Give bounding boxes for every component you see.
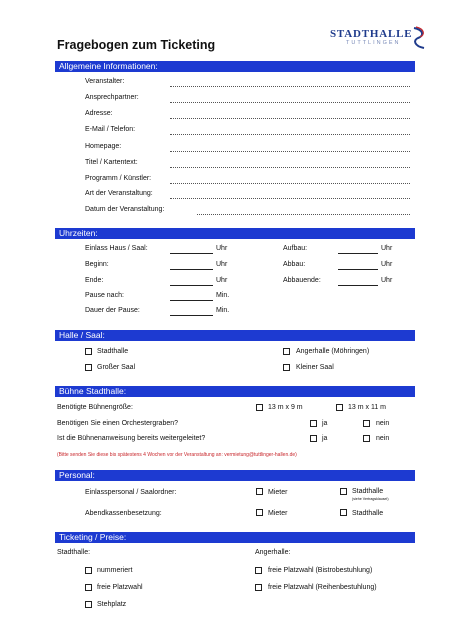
orchester-nein-label: nein (376, 420, 390, 427)
angerhalle-checkbox[interactable] (283, 348, 290, 355)
buehne-13x11-checkbox[interactable] (336, 404, 343, 411)
titel-kartentext-field[interactable] (170, 167, 410, 168)
label-nummeriert: nummeriert (97, 567, 133, 574)
grosser-saal-checkbox[interactable] (85, 364, 92, 371)
pause-nach-field[interactable] (170, 300, 213, 301)
label-grosser-saal: Großer Saal (97, 364, 136, 371)
nummeriert-checkbox[interactable] (85, 567, 92, 574)
label-buehnenanweisung: Ist die Bühnenanweisung bereits weitergeleitet? (57, 435, 206, 442)
section-ticketing-preise: Ticketing / Preise: (55, 532, 415, 543)
label-titel-kartentext: Titel / Kartentext: (85, 159, 138, 166)
label-reihenbestuhlung: freie Platzwahl (Reihenbestuhlung) (268, 584, 377, 591)
label-freie-platzwahl: freie Platzwahl (97, 584, 143, 591)
label-13x11: 13 m x 11 m (348, 404, 386, 411)
abbau-field[interactable] (338, 269, 378, 270)
label-kleiner-saal: Kleiner Saal (296, 364, 334, 371)
art-der-veranstaltung-field[interactable] (170, 198, 410, 199)
abendkasse-stadthalle-label: Stadthalle (352, 510, 384, 517)
anweisung-nein-checkbox[interactable] (363, 435, 370, 442)
label-abbau: Abbau: (283, 261, 306, 268)
label-dauer-der-pause: Dauer der Pause: (85, 307, 140, 314)
bistrobestuhlung-checkbox[interactable] (255, 567, 262, 574)
homepage-field[interactable] (170, 151, 410, 152)
section-personal: Personal: (55, 470, 415, 481)
aufbau-uhr: Uhr (381, 245, 393, 252)
label-stehplatz: Stehplatz (97, 601, 127, 608)
section-halle-saal: Halle / Saal: (55, 330, 415, 341)
label-ticketing-angerhalle: Angerhalle: (255, 549, 291, 556)
label-bistrobestuhlung: freie Platzwahl (Bistrobestuhlung) (268, 567, 373, 574)
abbauende-uhr: Uhr (381, 277, 393, 284)
logo-sub-text: TUTTLINGEN (346, 40, 401, 46)
label-einlasspersonal: Einlasspersonal / Saalordner: (85, 489, 177, 496)
email-telefon-field[interactable] (170, 134, 410, 135)
label-ticketing-stadthalle: Stadthalle: (57, 549, 91, 556)
dauer-der-pause-field[interactable] (170, 315, 213, 316)
pause-nach-min: Min. (216, 292, 230, 299)
label-abendkassenbesetzung: Abendkassenbesetzung: (85, 510, 162, 517)
label-stadthalle: Stadthalle (97, 348, 129, 355)
label-adresse: Adresse: (85, 110, 113, 117)
label-programm-kuenstler: Programm / Künstler: (85, 175, 152, 182)
orchester-nein-checkbox[interactable] (363, 420, 370, 427)
einlasspersonal-stadthalle-label: Stadthalle (352, 488, 384, 495)
freie-platzwahl-checkbox[interactable] (85, 584, 92, 591)
einlass-uhr: Uhr (216, 245, 228, 252)
label-orchestergraben: Benötigen Sie einen Orchestergraben? (57, 420, 179, 427)
anweisung-ja-label: ja (322, 435, 328, 442)
einlasspersonal-stadthalle-checkbox[interactable] (340, 488, 347, 495)
aufbau-field[interactable] (338, 253, 378, 254)
ansprechpartner-field[interactable] (170, 102, 410, 103)
label-ansprechpartner: Ansprechpartner: (85, 94, 139, 101)
section-allgemeine-informationen: Allgemeine Informationen: (55, 61, 415, 72)
label-beginn: Beginn: (85, 261, 109, 268)
label-angerhalle: Angerhalle (Möhringen) (296, 348, 370, 355)
label-pause-nach: Pause nach: (85, 292, 124, 299)
stadthalle-logo (330, 26, 430, 52)
ende-uhr: Uhr (216, 277, 228, 284)
label-ende: Ende: (85, 277, 104, 284)
reihenbestuhlung-checkbox[interactable] (255, 584, 262, 591)
dauer-der-pause-min: Min. (216, 307, 230, 314)
label-art-der-veranstaltung: Art der Veranstaltung: (85, 190, 153, 197)
kleiner-saal-checkbox[interactable] (283, 364, 290, 371)
vertragsklausel-hinweis: (siehe Vertragsklausel) (352, 497, 389, 501)
einlass-field[interactable] (170, 253, 213, 254)
veranstalter-field[interactable] (170, 86, 410, 87)
abbau-uhr: Uhr (381, 261, 393, 268)
logo-main-text: STADTHALLE (330, 28, 413, 40)
label-aufbau: Aufbau: (283, 245, 308, 252)
label-13x9: 13 m x 9 m (268, 404, 303, 411)
buehne-hinweis: (Bitte senden Sie diese bis spätestens 4 Wochen vor der Veranstaltung an: vermietung@tuttlinger-hallen.de) (57, 452, 297, 458)
ende-field[interactable] (170, 285, 213, 286)
label-datum-der-veranstaltung: Datum der Veranstaltung: (85, 206, 165, 213)
abendkasse-mieter-checkbox[interactable] (256, 509, 263, 516)
label-einlass: Einlass Haus / Saal: (85, 245, 148, 252)
logo-swoosh-icon (412, 26, 426, 50)
einlasspersonal-mieter-label: Mieter (268, 489, 288, 496)
beginn-field[interactable] (170, 269, 213, 270)
adresse-field[interactable] (170, 118, 410, 119)
programm-kuenstler-field[interactable] (170, 183, 410, 184)
abendkasse-mieter-label: Mieter (268, 510, 288, 517)
section-buehne-stadthalle: Bühne Stadthalle: (55, 386, 415, 397)
page-title: Fragebogen zum Ticketing (57, 38, 216, 52)
label-email-telefon: E-Mail / Telefon: (85, 126, 136, 133)
label-homepage: Homepage: (85, 143, 122, 150)
abendkasse-stadthalle-checkbox[interactable] (340, 509, 347, 516)
anweisung-nein-label: nein (376, 435, 390, 442)
label-buehnengroesse: Benötigte Bühnengröße: (57, 404, 133, 411)
einlasspersonal-mieter-checkbox[interactable] (256, 488, 263, 495)
orchester-ja-checkbox[interactable] (310, 420, 317, 427)
abbauende-field[interactable] (338, 285, 378, 286)
orchester-ja-label: ja (322, 420, 328, 427)
buehne-13x9-checkbox[interactable] (256, 404, 263, 411)
label-abbauende: Abbauende: (283, 277, 321, 284)
section-uhrzeiten: Uhrzeiten: (55, 228, 415, 239)
datum-der-veranstaltung-field[interactable] (197, 214, 410, 215)
stehplatz-checkbox[interactable] (85, 601, 92, 608)
stadthalle-checkbox[interactable] (85, 348, 92, 355)
label-veranstalter: Veranstalter: (85, 78, 125, 85)
beginn-uhr: Uhr (216, 261, 228, 268)
anweisung-ja-checkbox[interactable] (310, 435, 317, 442)
